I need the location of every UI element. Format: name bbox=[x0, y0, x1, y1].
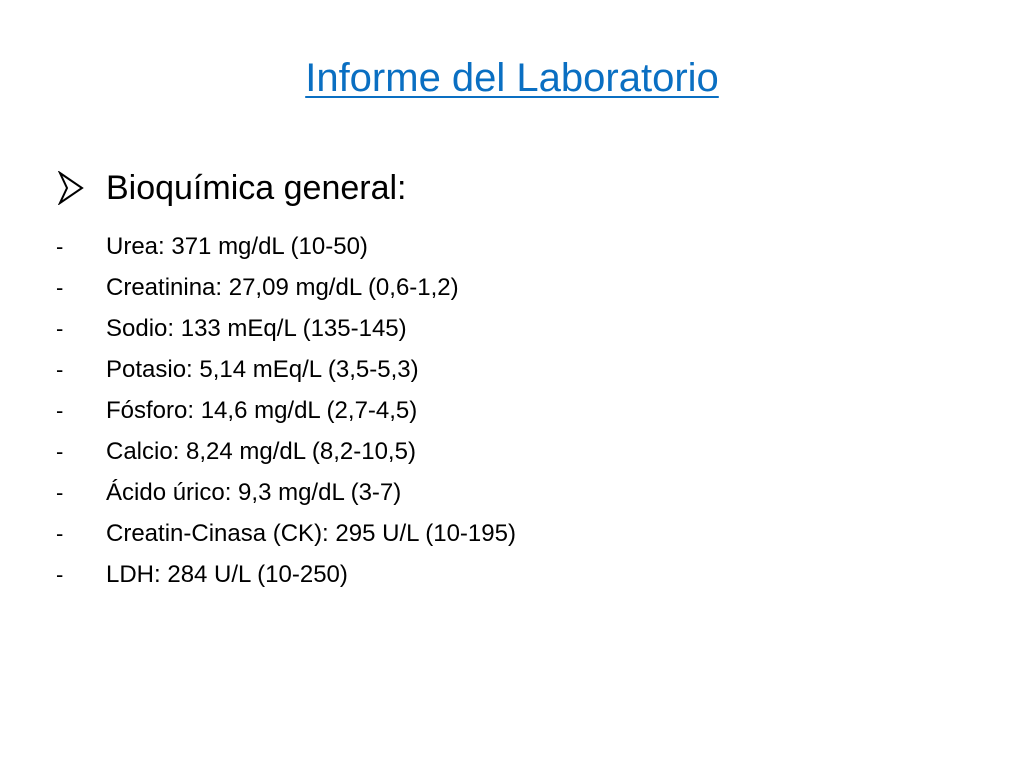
list-item bbox=[56, 554, 516, 595]
section-header bbox=[58, 164, 407, 212]
slide-title: Informe del Laboratorio bbox=[305, 56, 719, 100]
list-item bbox=[56, 513, 516, 554]
list-item bbox=[56, 349, 516, 390]
list-item bbox=[56, 267, 516, 308]
dash-bullet: - bbox=[56, 479, 64, 505]
dash-bullet: - bbox=[56, 520, 64, 546]
dash-bullet: - bbox=[56, 233, 64, 259]
list-item bbox=[56, 472, 516, 513]
list-item-text: Sodio: 133 mEq/L (135-145) bbox=[106, 314, 407, 342]
list-item bbox=[56, 431, 516, 472]
list-item-text: Potasio: 5,14 mEq/L (3,5-5,3) bbox=[106, 355, 419, 383]
dash-bullet: - bbox=[56, 356, 64, 382]
list-item-text: Creatin-Cinasa (CK): 295 U/L (10-195) bbox=[106, 519, 516, 547]
list-item-text: Calcio: 8,24 mg/dL (8,2-10,5) bbox=[106, 437, 416, 465]
list-item bbox=[56, 226, 516, 267]
dash-bullet: - bbox=[56, 561, 64, 587]
dash-bullet: - bbox=[56, 438, 64, 464]
list-item-text: Ácido úrico: 9,3 mg/dL (3-7) bbox=[106, 478, 402, 506]
list-item-text: LDH: 284 U/L (10-250) bbox=[106, 560, 348, 588]
list-item bbox=[56, 308, 516, 349]
lab-results-list bbox=[56, 226, 516, 595]
dash-bullet: - bbox=[56, 274, 64, 300]
dash-bullet: - bbox=[56, 397, 64, 423]
list-item-text: Urea: 371 mg/dL (10-50) bbox=[106, 232, 368, 260]
arrow-bullet-icon bbox=[58, 171, 84, 205]
list-item-text: Creatinina: 27,09 mg/dL (0,6-1,2) bbox=[106, 273, 459, 301]
dash-bullet: - bbox=[56, 315, 64, 341]
section-heading: Bioquímica general: bbox=[106, 169, 407, 207]
list-item bbox=[56, 390, 516, 431]
list-item-text: Fósforo: 14,6 mg/dL (2,7-4,5) bbox=[106, 396, 418, 424]
